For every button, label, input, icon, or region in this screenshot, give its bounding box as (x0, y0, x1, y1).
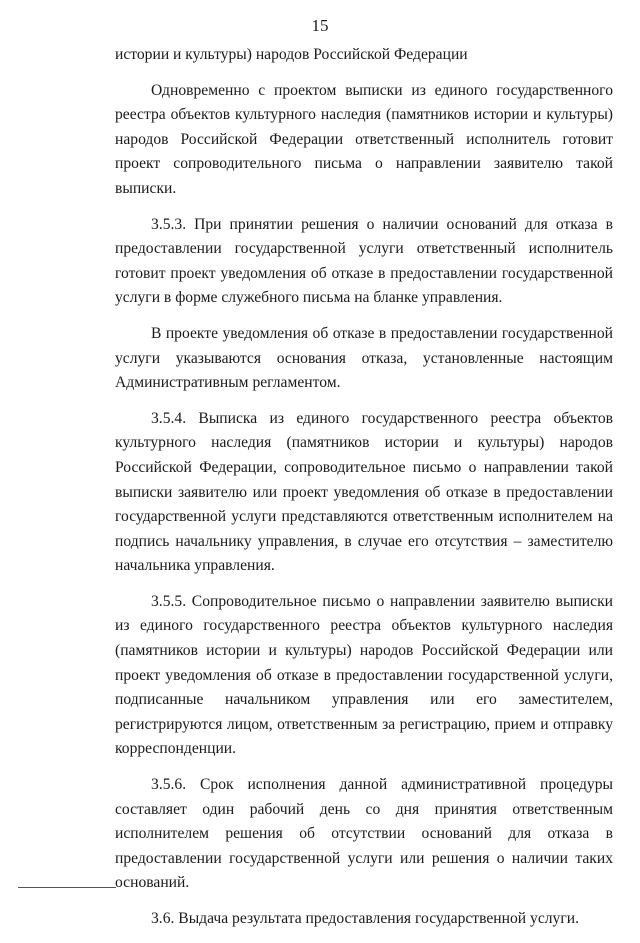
paragraph-continuation: истории и культуры) народов Российской Федерации (115, 46, 468, 63)
paragraph-3-5-3: 3.5.3. При принятии решения о наличии оснований для отказа в предоставлении государственной услуги ответственный исполнитель готовит проект уведомления об отказе в предоставлении государственной услуги в форме служебного письма на бланке управления. (115, 215, 613, 307)
page-number: 15 (311, 16, 329, 35)
paragraph-3-6-heading: 3.6. Выдача результата предоставления государственной услуги. (151, 910, 579, 927)
paragraph-cover-letter: Одновременно с проектом выписки из единого государственного реестра объектов культурного наследия (памятников истории и культуры) народов Российской Федерации ответственный исполнитель готовит проект сопроводительного письма о направлении заявителю такой выписки. (115, 81, 613, 197)
paragraph-3-5-4: 3.5.4. Выписка из единого государственного реестра объектов культурного наследия (памятников истории и культуры) народов Российской Федерации, сопроводительное письмо о направлении такой выписки заявителю или проект уведомления об отказе в предоставлении государственной услуги представляются ответственным исполнителем на подпись начальнику управления, в случае его отсутствия – заместителю начальника управления. (115, 409, 613, 575)
paragraph-refusal-grounds: В проекте уведомления об отказе в предоставлении государственной услуги указываются основания отказа, установленные настоящим Административным регламентом. (115, 324, 613, 392)
footnote-divider (18, 887, 116, 888)
paragraph-3-5-5: 3.5.5. Сопроводительное письмо о направлении заявителю выписки из единого государственного реестра объектов культурного наследия (памятников истории и культуры) народов Российской Федерации или проект уведомления об отказе в предоставлении государственной услуги, подписанные начальником управления или его заместителем, регистрируются лицом, ответственным за регистрацию, прием и отправку корреспонденции. (115, 592, 613, 758)
paragraph-3-5-6: 3.5.6. Срок исполнения данной административной процедуры составляет один рабочий день со дня принятия ответственным исполнителем решения об отсутствии оснований для отказа в предоставлении государственной услуги или решения о наличии таких оснований. (115, 776, 613, 892)
document-body (115, 43, 613, 943)
